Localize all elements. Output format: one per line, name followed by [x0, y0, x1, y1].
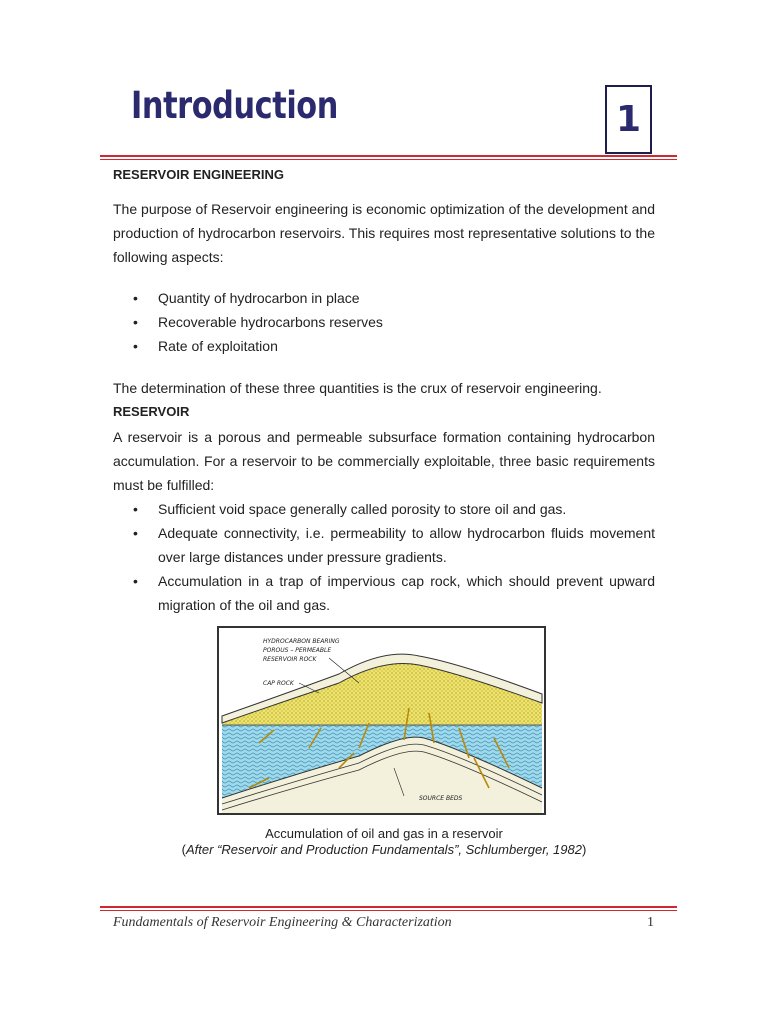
label-cap-rock: CAP ROCK — [263, 680, 294, 687]
citation-open-paren: ( — [181, 842, 186, 857]
requirements-list — [133, 497, 655, 617]
section-heading-reservoir: RESERVOIR — [113, 404, 190, 419]
list-item: • Recoverable hydrocarbons reserves — [133, 310, 655, 334]
list-item: • Quantity of hydrocarbon in place — [133, 286, 655, 310]
paragraph-reservoir-definition: A reservoir is a porous and permeable subsurface formation containing hydrocarbon accumulation. For a reservoir to be commercially exploitable, three basic requirements must be fulfilled: — [113, 429, 655, 493]
list-item: • Adequate connectivity, i.e. permeability to allow hydrocarbon fluids movement over large distances under pressure gradients. — [133, 521, 655, 569]
label-hydrocarbon-bearing: HYDROCARBON BEARING — [263, 638, 340, 645]
list-item: • Accumulation in a trap of impervious cap rock, which should prevent upward migration of the oil and gas. — [133, 569, 655, 617]
anticline-diagram — [219, 628, 544, 813]
chapter-number-box: 1 — [605, 85, 652, 154]
label-reservoir-rock: RESERVOIR ROCK — [263, 656, 317, 663]
chapter-title: Introduction — [131, 84, 338, 127]
figure-caption: Accumulation of oil and gas in a reservoir — [265, 826, 503, 841]
section-heading-reservoir-engineering: RESERVOIR ENGINEERING — [113, 167, 284, 182]
footer-rule — [100, 906, 677, 911]
header-rule — [100, 155, 677, 160]
footer-book-title: Fundamentals of Reservoir Engineering & Characterization — [113, 915, 452, 930]
reservoir-trap-figure — [217, 626, 546, 815]
label-porous-permeable: POROUS – PERMEABLE — [263, 647, 332, 654]
paragraph-conclusion: The determination of these three quantities is the crux of reservoir engineering. — [113, 380, 602, 396]
list-item: • Sufficient void space generally called porosity to store oil and gas. — [133, 497, 655, 521]
list-item: • Rate of exploitation — [133, 334, 655, 358]
label-source-beds: SOURCE BEDS — [419, 795, 463, 802]
citation-source: After “Reservoir and Production Fundamentals”, Schlumberger, 1982 — [186, 842, 582, 857]
aspects-list — [133, 286, 655, 358]
citation-close-paren: ) — [581, 842, 587, 857]
paragraph-purpose: The purpose of Reservoir engineering is economic optimization of the development and production of hydrocarbon reservoirs. This requires most representative solutions to the following aspects: — [113, 201, 655, 265]
figure-citation — [113, 842, 655, 857]
page-number: 1 — [647, 915, 654, 930]
